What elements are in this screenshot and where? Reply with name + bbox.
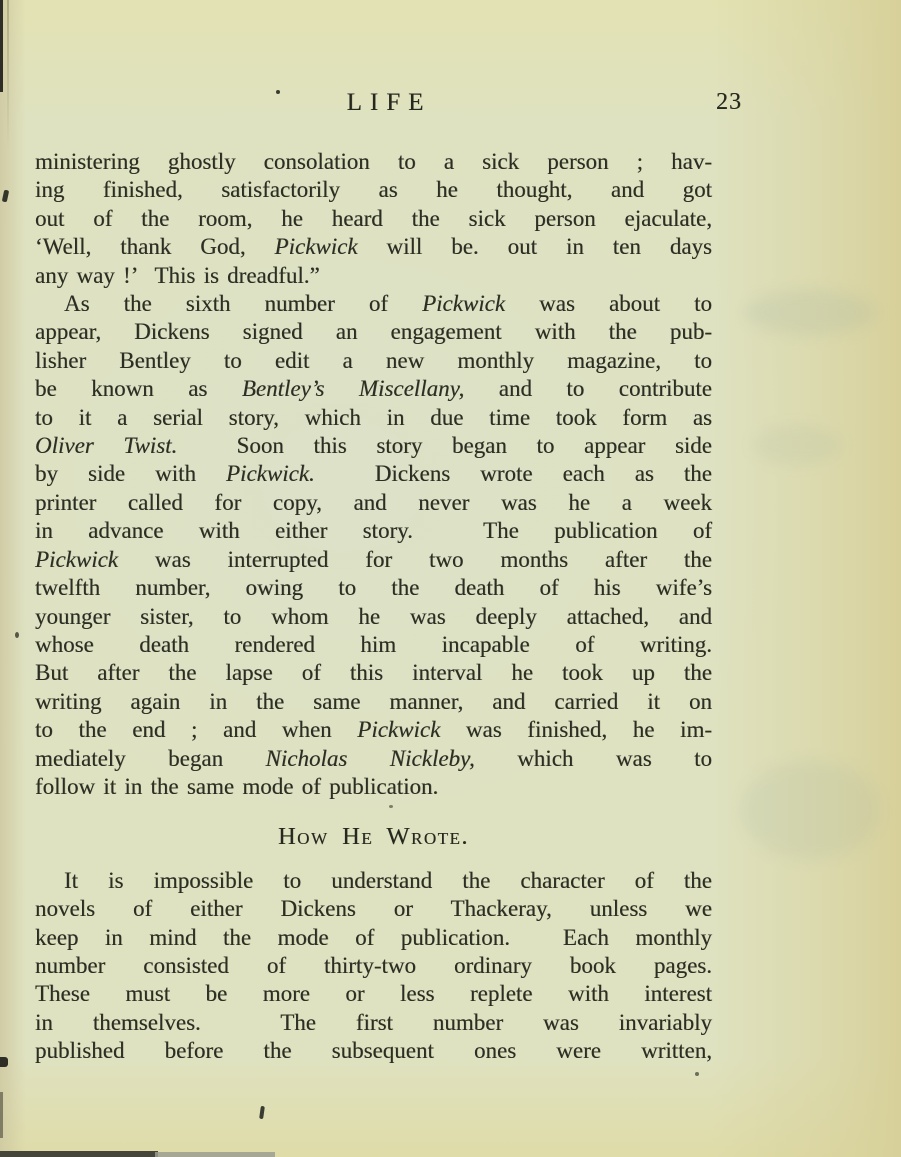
show-through-smudge: [745, 290, 875, 335]
page-crease: [7, 0, 9, 150]
body-text: will be. out in ten days: [357, 234, 712, 260]
text-line: [35, 404, 712, 432]
text-line: [35, 716, 712, 744]
body-text: be known as: [35, 376, 242, 402]
ink-speck: [15, 632, 19, 638]
paragraph: [35, 148, 712, 290]
scan-edge-artifact: [0, 0, 3, 92]
section-heading: How He Wrote.: [277, 822, 470, 850]
text-line: [35, 867, 712, 895]
text-line: [35, 659, 712, 687]
text-line: [35, 318, 712, 346]
text-line: [35, 1009, 712, 1037]
text-line: [35, 980, 712, 1008]
body-text: novels of either Dickens or Thackeray, unless we: [35, 896, 712, 922]
body-text: Dickens wrote each as the: [314, 461, 712, 487]
body-text: keep in mind the mode of publication. Each monthly: [35, 924, 712, 950]
text-line: [35, 952, 712, 980]
italic-text: Bentley’s Miscellany,: [241, 376, 465, 402]
italic-text: Oliver Twist.: [35, 433, 178, 459]
scan-edge-artifact: [0, 1092, 3, 1138]
italic-text: Pickwick: [35, 546, 119, 572]
body-text: lisher Bentley to edit a new monthly magazine, to: [35, 347, 712, 373]
body-text: Soon this story began to appear side: [177, 433, 712, 459]
text-line: [35, 688, 712, 716]
scan-bottom-edge: [155, 1152, 275, 1157]
body-text: to it a serial story, which in due time took form as: [35, 404, 712, 430]
body-text: whose death rendered him incapable of writing.: [35, 631, 712, 657]
text-line: [35, 347, 712, 375]
body-text: These must be more or less replete with interest: [35, 981, 712, 1007]
body-text: ministering ghostly consolation to a sick person ; hav-: [35, 149, 712, 174]
body-text: published before the subsequent ones were written,: [35, 1038, 712, 1064]
text-line: [35, 745, 712, 773]
body-text: number consisted of thirty-two ordinary book pages.: [35, 952, 712, 978]
body-text: by side with: [35, 461, 226, 487]
page-number: 23: [716, 89, 742, 115]
paragraph: [35, 867, 712, 1066]
body-text: which was to: [474, 745, 713, 771]
text-line: [35, 603, 712, 631]
page-text: [35, 148, 712, 1066]
body-text: appear, Dickens signed an engagement with the pub-: [35, 319, 712, 345]
body-text: mediately began: [35, 745, 266, 771]
body-text: writing again in the same manner, and carried it on: [35, 688, 712, 714]
body-text: As the sixth number of: [64, 291, 423, 317]
text-line: [35, 546, 712, 574]
text-line: [35, 574, 712, 602]
paragraph: [35, 290, 712, 801]
text-line: [35, 489, 712, 517]
body-text: any way !’ This is dreadful.”: [35, 262, 320, 288]
ink-speck: [695, 1072, 699, 1076]
italic-text: Pickwick: [357, 717, 441, 743]
body-text: was finished, he im-: [440, 717, 712, 743]
ink-speck: [0, 1057, 8, 1067]
text-line: [35, 460, 712, 488]
body-text: younger sister, to whom he was deeply attached, and: [35, 603, 712, 629]
body-text: It is impossible to understand the character of the: [64, 867, 712, 893]
body-text: in themselves. The first number was invariably: [35, 1009, 712, 1035]
text-line: [35, 148, 712, 176]
body-text: was about to: [505, 291, 712, 317]
show-through-smudge: [752, 425, 842, 465]
body-text: was interrupted for two months after the: [118, 546, 712, 572]
ink-speck: [276, 90, 280, 94]
text-line: [35, 290, 712, 318]
italic-text: Pickwick: [422, 291, 506, 317]
text-line: [35, 631, 712, 659]
italic-text: Pickwick: [274, 234, 358, 260]
body-text: ‘Well, thank God,: [35, 234, 275, 260]
text-line: [35, 895, 712, 923]
ink-speck: [2, 190, 9, 203]
scan-bottom-edge: [0, 1151, 158, 1157]
body-text: ing finished, satisfactorily as he thought, and got: [35, 177, 712, 203]
text-line: [35, 205, 712, 233]
body-text: But after the lapse of this interval he took up the: [35, 660, 712, 686]
body-text: printer called for copy, and never was he a week: [35, 489, 712, 515]
body-text: out of the room, he heard the sick person ejaculate,: [35, 205, 712, 231]
italic-text: Pickwick.: [226, 461, 315, 487]
body-text: to the end ; and when: [35, 717, 358, 743]
body-text: follow it in the same mode of publication.: [35, 773, 439, 799]
text-line: [35, 176, 712, 204]
text-line: [35, 924, 712, 952]
italic-text: Nicholas Nickleby,: [265, 745, 475, 771]
text-line: [35, 375, 712, 403]
running-head-title: LIFE: [346, 89, 432, 116]
text-line: [35, 262, 712, 290]
body-text: twelfth number, owing to the death of his wife’s: [35, 575, 712, 601]
text-line: [35, 1037, 712, 1065]
text-line: [35, 517, 712, 545]
text-line: [35, 773, 712, 801]
body-text: and to contribute: [464, 376, 712, 402]
text-line: [35, 432, 712, 460]
ink-speck: [259, 1106, 265, 1119]
show-through-smudge: [740, 760, 880, 860]
body-text: in advance with either story. The publication of: [35, 518, 712, 544]
text-line: [35, 233, 712, 261]
